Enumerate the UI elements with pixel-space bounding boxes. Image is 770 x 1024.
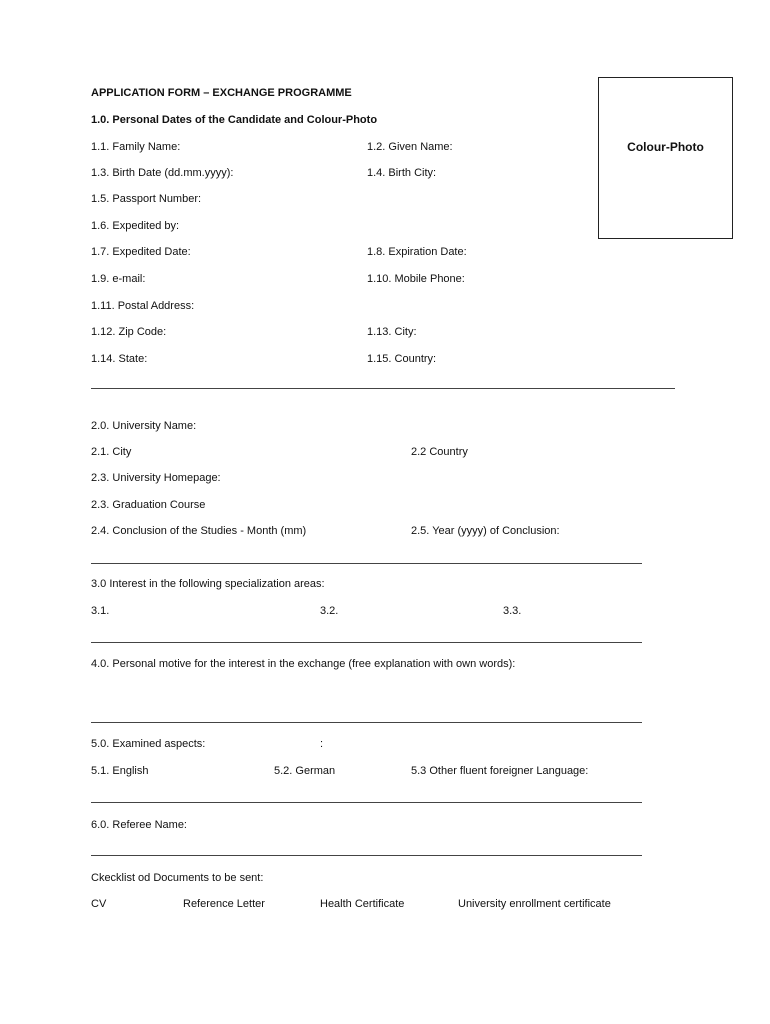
specialization-heading: 3.0 Interest in the following specialization areas: — [91, 578, 325, 590]
email-label: 1.9. e-mail: — [91, 273, 146, 285]
german-label: 5.2. German — [274, 765, 336, 777]
form-title: APPLICATION FORM – EXCHANGE PROGRAMME — [91, 87, 352, 99]
conclusion-year-label: 2.5. Year (yyyy) of Conclusion: — [411, 525, 560, 537]
colour-photo-box — [598, 77, 733, 239]
checklist-item-cv: CV — [91, 898, 107, 910]
university-name-label: 2.0. University Name: — [91, 420, 197, 432]
given-name-label: 1.2. Given Name: — [367, 141, 453, 153]
checklist-item-reference-letter: Reference Letter — [183, 898, 265, 910]
personal-motive-heading: 4.0. Personal motive for the interest in the exchange (free explanation with own words): — [91, 658, 516, 670]
country-label: 1.15. Country: — [367, 353, 437, 365]
section1-heading: 1.0. Personal Dates of the Candidate and Colour-Photo — [91, 114, 378, 126]
family-name-label: 1.1. Family Name: — [91, 141, 181, 153]
checklist-item-health-certificate: Health Certificate — [320, 898, 405, 910]
university-homepage-label: 2.3. University Homepage: — [91, 472, 221, 484]
expedited-by-label: 1.6. Expedited by: — [91, 220, 180, 232]
specialization-3-3-label: 3.3. — [503, 605, 522, 617]
divider-6 — [91, 855, 642, 856]
zip-code-label: 1.12. Zip Code: — [91, 326, 167, 338]
university-country-label: 2.2 Country — [411, 446, 468, 458]
examined-aspects-heading: 5.0. Examined aspects: — [91, 738, 206, 750]
other-language-label: 5.3 Other fluent foreigner Language: — [411, 765, 589, 777]
birth-city-label: 1.4. Birth City: — [367, 167, 437, 179]
checklist-item-enrollment-certificate: University enrollment certificate — [458, 898, 611, 910]
divider-4 — [91, 722, 642, 723]
conclusion-month-label: 2.4. Conclusion of the Studies - Month (mm) — [91, 525, 307, 537]
birth-date-label: 1.3. Birth Date (dd.mm.yyyy): — [91, 167, 234, 179]
state-label: 1.14. State: — [91, 353, 148, 365]
expedited-date-label: 1.7. Expedited Date: — [91, 246, 191, 258]
expiration-date-label: 1.8. Expiration Date: — [367, 246, 467, 258]
mobile-phone-label: 1.10. Mobile Phone: — [367, 273, 465, 285]
postal-address-label: 1.11. Postal Address: — [91, 300, 195, 312]
examined-aspects-colon: : — [320, 738, 324, 750]
divider-3 — [91, 642, 642, 643]
english-label: 5.1. English — [91, 765, 149, 777]
colour-photo-label: Colour-Photo — [627, 140, 704, 154]
divider-2 — [91, 563, 642, 564]
graduation-course-label: 2.3. Graduation Course — [91, 499, 206, 511]
specialization-3-2-label: 3.2. — [320, 605, 339, 617]
checklist-heading: Ckecklist od Documents to be sent: — [91, 872, 264, 884]
divider-5 — [91, 802, 642, 803]
university-city-label: 2.1. City — [91, 446, 132, 458]
divider-1 — [91, 388, 675, 389]
referee-name-label: 6.0. Referee Name: — [91, 819, 187, 831]
city-label: 1.13. City: — [367, 326, 417, 338]
specialization-3-1-label: 3.1. — [91, 605, 110, 617]
passport-number-label: 1.5. Passport Number: — [91, 193, 202, 205]
